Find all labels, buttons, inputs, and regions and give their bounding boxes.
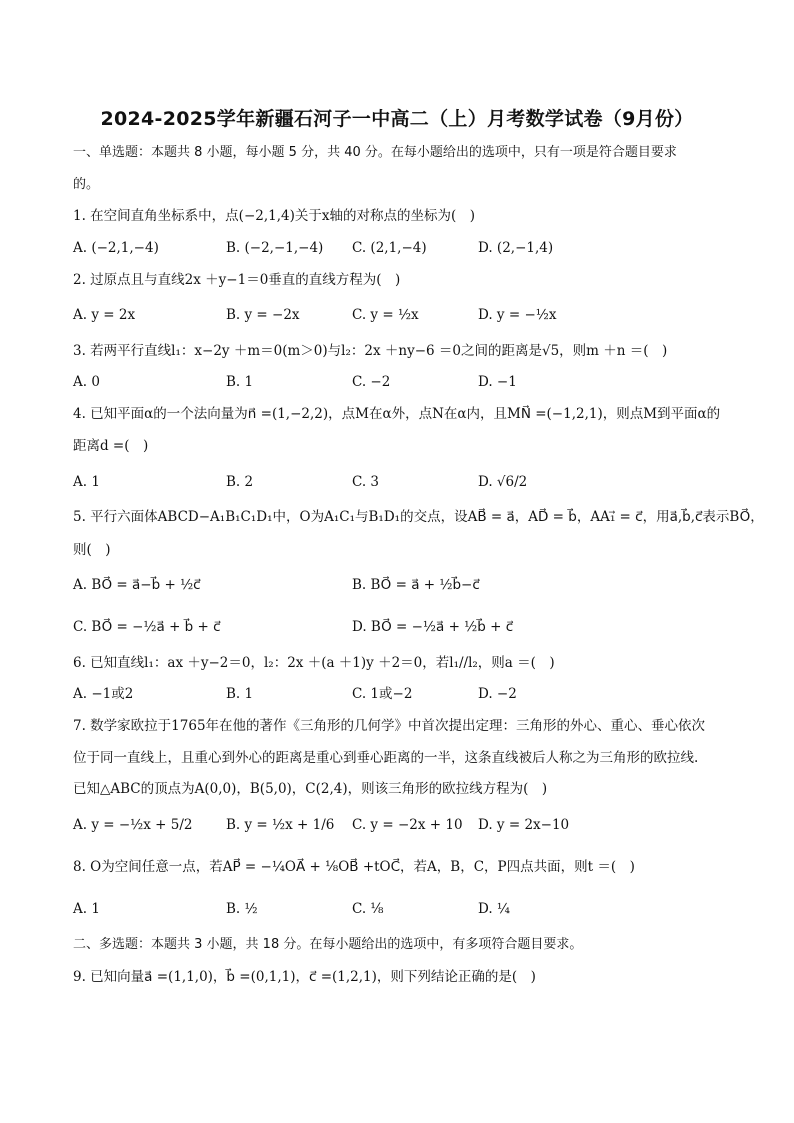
q4-option-c[interactable]: C. 3 xyxy=(352,474,380,490)
q5-option-b[interactable]: B. BO⃗ = a⃗ + ½b⃗−c⃗ xyxy=(352,577,480,593)
question-3: 3. 若两平行直线l₁：x−2y ＋m＝0(m＞0)与l₂：2x ＋ny−6 ＝0之间的距离是√5，则m ＋n ＝( ) xyxy=(73,343,668,359)
question-5-cont: 则( ) xyxy=(73,542,111,558)
q1-option-d[interactable]: D. (2,−1,4) xyxy=(478,240,554,256)
question-8: 8. O为空间任意一点，若AP⃗ = −¼OA⃗ + ⅛OB⃗ +tOC⃗，若A，B，C，P四点共面，则t ＝( ) xyxy=(73,859,635,875)
q1-option-a[interactable]: A. (−2,1,−4) xyxy=(73,240,159,256)
q7-option-c[interactable]: C. y = −2x + 10 xyxy=(352,817,463,833)
q7-option-d[interactable]: D. y = 2x−10 xyxy=(478,817,570,833)
question-2: 2. 过原点且与直线2x ＋y−1＝0垂直的直线方程为( ) xyxy=(73,272,401,288)
q8-option-a[interactable]: A. 1 xyxy=(73,901,100,917)
q3-option-b[interactable]: B. 1 xyxy=(226,374,254,390)
question-4-cont: 距离d =( ) xyxy=(73,438,149,454)
q8-option-b[interactable]: B. ½ xyxy=(226,901,258,917)
q6-option-b[interactable]: B. 1 xyxy=(226,686,254,702)
q2-option-c[interactable]: C. y = ½x xyxy=(352,307,419,323)
question-7-cont-2: 已知△ABC的顶点为A(0,0)，B(5,0)，C(2,4)，则该三角形的欧拉线方程为( ) xyxy=(73,781,548,797)
q5-option-d[interactable]: D. BO⃗ = −½a⃗ + ½b⃗ + c⃗ xyxy=(352,619,514,635)
q4-option-a[interactable]: A. 1 xyxy=(73,474,100,490)
question-7: 7. 数学家欧拉于1765年在他的著作《三角形的几何学》中首次提出定理：三角形的外心、重心、垂心依次 xyxy=(73,718,706,734)
section-2-heading: 二、多选题：本题共 3 小题，共 18 分。在每小题给出的选项中，有多项符合题目要求。 xyxy=(73,937,583,952)
q2-option-a[interactable]: A. y = 2x xyxy=(73,307,136,323)
q8-option-d[interactable]: D. ¼ xyxy=(478,901,511,917)
q8-option-c[interactable]: C. ⅛ xyxy=(352,901,384,917)
q3-option-a[interactable]: A. 0 xyxy=(73,374,100,390)
section-1-heading-cont: 的。 xyxy=(73,177,100,192)
q2-option-d[interactable]: D. y = −½x xyxy=(478,307,557,323)
q4-option-b[interactable]: B. 2 xyxy=(226,474,254,490)
question-5: 5. 平行六面体ABCD−A₁B₁C₁D₁中，O为A₁C₁与B₁D₁的交点，设AB⃗ = a⃗，AD⃗ = b⃗，AA₁⃗ = c⃗，用a⃗,b⃗,c⃗表示BO⃗， xyxy=(73,509,764,525)
question-6: 6. 已知直线l₁：ax ＋y−2＝0，l₂：2x ＋(a ＋1)y ＋2＝0，若l₁//l₂，则a ＝( ) xyxy=(73,655,555,671)
q6-option-d[interactable]: D. −2 xyxy=(478,686,517,702)
q2-option-b[interactable]: B. y = −2x xyxy=(226,307,300,323)
q6-option-c[interactable]: C. 1或−2 xyxy=(352,686,413,702)
q6-option-a[interactable]: A. −1或2 xyxy=(73,686,134,702)
q1-option-b[interactable]: B. (−2,−1,−4) xyxy=(226,240,324,256)
q7-option-b[interactable]: B. y = ½x + 1/6 xyxy=(226,817,335,833)
q5-option-c[interactable]: C. BO⃗ = −½a⃗ + b⃗ + c⃗ xyxy=(73,619,221,635)
q3-option-d[interactable]: D. −1 xyxy=(478,374,517,390)
q7-option-a[interactable]: A. y = −½x + 5/2 xyxy=(73,817,193,833)
q4-option-d[interactable]: D. √6/2 xyxy=(478,474,528,490)
q1-option-c[interactable]: C. (2,1,−4) xyxy=(352,240,427,256)
question-1: 1. 在空间直角坐标系中，点(−2,1,4)关于x轴的对称点的坐标为( ) xyxy=(73,208,476,224)
q3-option-c[interactable]: C. −2 xyxy=(352,374,391,390)
question-7-cont-1: 位于同一直线上，且重心到外心的距离是重心到垂心距离的一半，这条直线被后人称之为三角形的欧拉线. xyxy=(73,750,699,766)
exam-title: 2024-2025学年新疆石河子一中高二（上）月考数学试卷（9月份） xyxy=(100,108,694,130)
question-4: 4. 已知平面α的一个法向量为n⃗ =(1,−2,2)，点M在α外，点N在α内，且MN⃗ =(−1,2,1)，则点M到平面α的 xyxy=(73,406,721,422)
question-9: 9. 已知向量a⃗ =(1,1,0)，b⃗ =(0,1,1)，c⃗ =(1,2,1)，则下列结论正确的是( ) xyxy=(73,969,536,985)
section-1-heading: 一、单选题：本题共 8 小题，每小题 5 分，共 40 分。在每小题给出的选项中，只有一项是符合题目要求 xyxy=(73,145,677,160)
q5-option-a[interactable]: A. BO⃗ = a⃗−b⃗ + ½c⃗ xyxy=(73,577,201,593)
